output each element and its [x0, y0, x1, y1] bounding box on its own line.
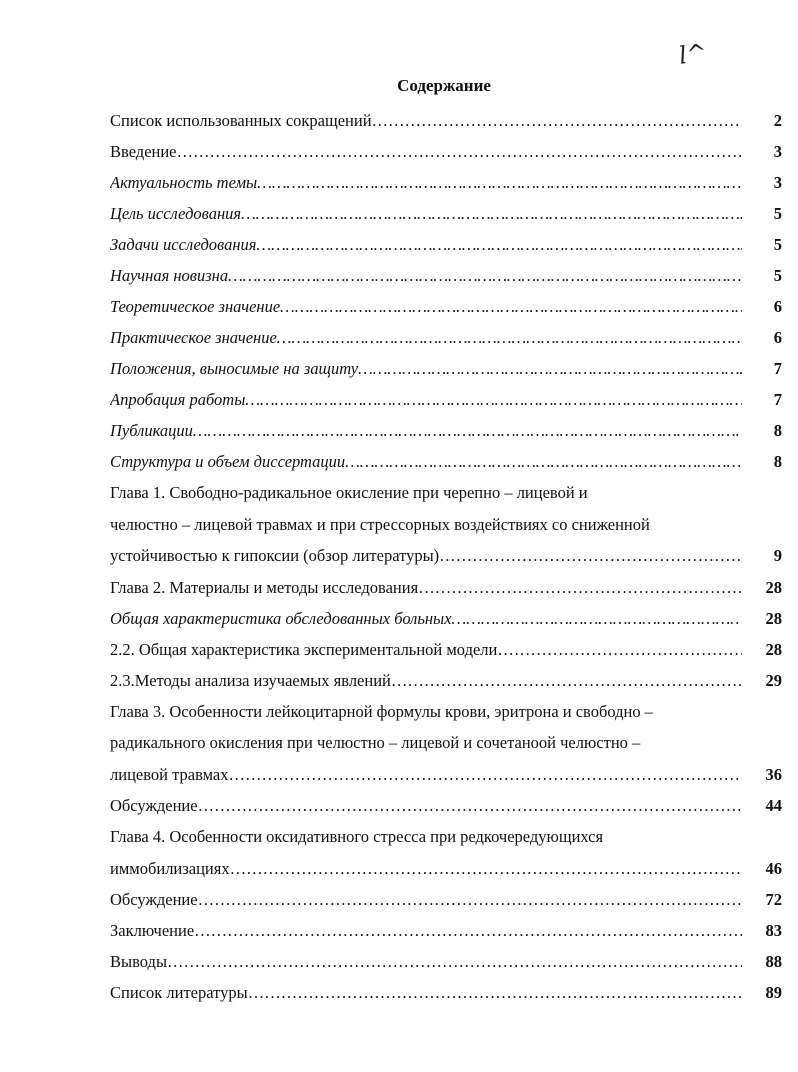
toc-entry [110, 977, 782, 1008]
toc-entry-text: Список использованных сокращений ………………………………………………………………………………………………………………………………………………………… [110, 105, 742, 136]
toc-entry-text: Положения, выносимые на защиту ………………………………………………………………………………………………………………………………………………………… [110, 353, 742, 384]
toc-entry-page: 5 [773, 266, 782, 285]
toc-entry-page: 44 [765, 796, 782, 815]
toc-entry [110, 572, 782, 603]
toc-entry-text: Задачи исследования ………………………………………………………………………………………………………………………………………………………… [110, 229, 742, 260]
toc-entry [110, 198, 782, 229]
toc-entry [110, 291, 782, 322]
toc-entry-page: 28 [765, 639, 782, 659]
toc-entry [110, 322, 782, 353]
toc-entry [110, 353, 782, 384]
toc-entry-page: 7 [773, 359, 782, 378]
toc-entry-page: 2 [773, 111, 782, 130]
toc-entry-page: 28 [765, 608, 782, 628]
toc-entry [110, 603, 782, 634]
chapter-3-line-2: радикального окисления при челюстно – лицевой и сочетаноой челюстно – [110, 733, 641, 752]
toc-entry-page: 3 [773, 173, 782, 192]
toc-entry [110, 167, 782, 198]
toc-entry [110, 105, 782, 136]
toc-entry [110, 136, 782, 167]
toc-entry-text: Обсуждение ………………………………………………………………………………………………………………………………………………………… [110, 790, 742, 821]
toc-entry-text: Введение ………………………………………………………………………………………………………………………………………………………… [110, 136, 742, 167]
toc-entry-text: Обсуждение ………………………………………………………………………………………………………………………………………………………… [110, 884, 742, 915]
toc-entry-text: Структура и объем диссертации ………………………………………………………………………………………………………………………………………………………… [110, 446, 742, 477]
toc-entry-text: Публикации ………………………………………………………………………………………………………………………………………………………… [110, 415, 742, 446]
chapter-4-page: 46 [765, 858, 782, 878]
toc-entry-text: Актуальность темы ………………………………………………………………………………………………………………………………………………………… [110, 167, 742, 198]
chapter-1-line-2: челюстно – лицевой травмах и при стрессорных воздействиях со сниженной [110, 514, 650, 534]
toc-entry-page: 5 [773, 204, 782, 223]
toc-entry-page: 28 [765, 577, 782, 597]
toc-entry-page: 72 [765, 890, 782, 909]
toc-entry [110, 260, 782, 291]
toc-entry-page: 3 [773, 142, 782, 161]
toc-entry [110, 884, 782, 915]
chapter-4-line-2: иммобилизациях ………………………………………………………………………………………………………………………………………………………… [110, 853, 742, 885]
chapter-4-line-1: Глава 4. Особенности оксидативного стресса при редкочередующихся [110, 827, 604, 846]
toc-chapter-3 [110, 696, 782, 791]
chapter-1-line-1: Глава 1. Свободно-радикальное окисление при черепно – лицевой и [110, 483, 588, 502]
toc-entry-page: 29 [765, 670, 782, 690]
chapter-3-line-1: Глава 3. Особенности лейкоцитарной формулы крови, эритрона и свободно – [110, 701, 653, 721]
toc-entry-text: 2.2. Общая характеристика экспериментальной модели ………………………………………………………………………………………………………………………………………………………… [110, 634, 742, 665]
toc-entry-text: Научная новизна ………………………………………………………………………………………………………………………………………………………… [110, 260, 742, 291]
toc-entry-page: 6 [773, 297, 782, 316]
toc-section-intro [110, 105, 782, 477]
toc-entry-page: 8 [773, 452, 782, 471]
toc-entry [110, 946, 782, 977]
toc-entry [110, 665, 782, 696]
toc-chapter-4 [110, 821, 782, 884]
toc-entry-text: Заключение ………………………………………………………………………………………………………………………………………………………… [110, 915, 742, 946]
toc-entry-text: 2.3.Методы анализа изучаемых явлений ………………………………………………………………………………………………………………………………………………………… [110, 665, 742, 696]
chapter-3-page: 36 [765, 764, 782, 784]
toc-entry-text: Теоретическое значение ………………………………………………………………………………………………………………………………………………………… [110, 291, 742, 322]
toc-entry [110, 634, 782, 665]
toc-entry-page: 7 [773, 390, 782, 409]
table-of-contents [110, 105, 782, 1008]
page-title: Содержание [397, 76, 491, 95]
chapter-3-line-3: лицевой травмах ………………………………………………………………………………………………………………………………………………………… [110, 759, 742, 791]
toc-entry-page: 5 [773, 235, 782, 254]
toc-entry-text: Общая характеристика обследованных больных ………………………………………………………………………………………………………………………………………………………… [110, 603, 742, 634]
toc-entry-text: Выводы ………………………………………………………………………………………………………………………………………………………… [110, 946, 742, 977]
toc-entry [110, 384, 782, 415]
chapter-1-page: 9 [773, 546, 782, 565]
toc-entry-text: Апробация работы ………………………………………………………………………………………………………………………………………………………… [110, 384, 742, 415]
toc-chapter-1 [110, 477, 782, 572]
toc-entry-text: Практическое значение ………………………………………………………………………………………………………………………………………………………… [110, 322, 742, 353]
toc-entry-page: 88 [765, 952, 782, 971]
toc-entry-discussion-1 [110, 790, 782, 821]
toc-entry [110, 415, 782, 446]
toc-entry [110, 915, 782, 946]
chapter-1-line-3: устойчивостью к гипоксии (обзор литературы) ………………………………………………………………………………………………………………………………………………………… [110, 540, 742, 572]
toc-entry [110, 446, 782, 477]
toc-section-end [110, 884, 782, 1008]
toc-entry-text: Цель исследования ………………………………………………………………………………………………………………………………………………………… [110, 198, 742, 229]
toc-entry [110, 229, 782, 260]
toc-entry-page: 6 [773, 328, 782, 347]
toc-entry-text: Список литературы ………………………………………………………………………………………………………………………………………………………… [110, 977, 742, 1008]
toc-entry-page: 89 [765, 983, 782, 1002]
toc-section-chapter-2 [110, 572, 782, 696]
toc-entry-page: 83 [765, 921, 782, 940]
toc-entry-text: Глава 2. Материалы и методы исследования ………………………………………………………………………………………………………………………………………………………… [110, 572, 742, 603]
toc-entry-page: 8 [773, 421, 782, 440]
handwritten-page-mark: l^ [677, 38, 709, 70]
